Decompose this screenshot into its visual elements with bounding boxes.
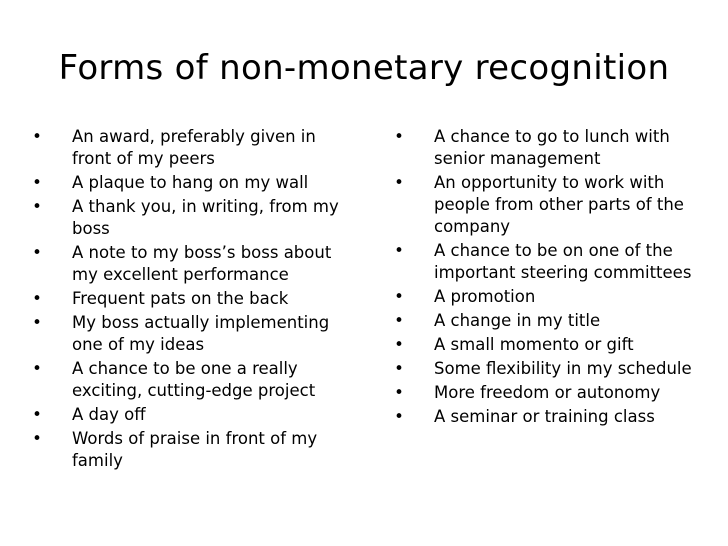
bullet-icon: • bbox=[32, 359, 42, 378]
list-item-text: A note to my boss’s boss about my excellent performance bbox=[72, 243, 332, 284]
list-item-text: An opportunity to work with people from other parts of the company bbox=[434, 173, 684, 236]
list-item bbox=[392, 310, 692, 332]
bullet-icon: • bbox=[32, 243, 42, 262]
bullet-icon: • bbox=[394, 407, 404, 426]
slide-title: Forms of non-monetary recognition bbox=[58, 48, 670, 88]
list-item-text: A plaque to hang on my wall bbox=[72, 173, 309, 192]
bullet-icon: • bbox=[32, 429, 42, 448]
bullet-icon: • bbox=[32, 127, 42, 146]
bullet-icon: • bbox=[394, 383, 404, 402]
bullet-icon: • bbox=[394, 241, 404, 260]
left-bullet-list bbox=[30, 126, 340, 474]
list-item bbox=[30, 288, 340, 310]
list-item bbox=[392, 126, 692, 170]
list-item-text: A promotion bbox=[434, 287, 536, 306]
bullet-icon: • bbox=[394, 311, 404, 330]
list-item-text: A thank you, in writing, from my boss bbox=[72, 197, 339, 238]
bullet-icon: • bbox=[394, 335, 404, 354]
list-item-text: A chance to go to lunch with senior management bbox=[434, 127, 670, 168]
list-item-text: A seminar or training class bbox=[434, 407, 655, 426]
bullet-icon: • bbox=[32, 313, 42, 332]
list-item-text: Some flexibility in my schedule bbox=[434, 359, 692, 378]
right-bullet-list bbox=[392, 126, 692, 430]
list-item bbox=[30, 358, 340, 402]
bullet-icon: • bbox=[394, 127, 404, 146]
list-item-text: A small momento or gift bbox=[434, 335, 634, 354]
bullet-icon: • bbox=[394, 287, 404, 306]
list-item bbox=[30, 196, 340, 240]
list-item-text: A day off bbox=[72, 405, 146, 424]
list-item bbox=[30, 404, 340, 426]
list-item-text: A chance to be on one of the important steering committees bbox=[434, 241, 692, 282]
list-item bbox=[30, 172, 340, 194]
list-item bbox=[392, 286, 692, 308]
list-item bbox=[30, 428, 340, 472]
bullet-icon: • bbox=[32, 173, 42, 192]
list-item-text: More freedom or autonomy bbox=[434, 383, 661, 402]
list-item bbox=[392, 334, 692, 356]
list-item bbox=[392, 382, 692, 404]
bullet-icon: • bbox=[394, 359, 404, 378]
list-item-text: An award, preferably given in front of my peers bbox=[72, 127, 316, 168]
list-item-text: Words of praise in front of my family bbox=[72, 429, 318, 470]
bullet-icon: • bbox=[32, 289, 42, 308]
list-item bbox=[392, 172, 692, 238]
list-item bbox=[30, 312, 340, 356]
list-item bbox=[392, 358, 692, 380]
bullet-icon: • bbox=[32, 405, 42, 424]
list-item bbox=[30, 242, 340, 286]
list-item-text: A change in my title bbox=[434, 311, 601, 330]
list-item-text: A chance to be one a really exciting, cutting-edge project bbox=[72, 359, 316, 400]
list-item bbox=[392, 406, 692, 428]
list-item bbox=[30, 126, 340, 170]
list-item-text: Frequent pats on the back bbox=[72, 289, 289, 308]
list-item-text: My boss actually implementing one of my ideas bbox=[72, 313, 330, 354]
bullet-icon: • bbox=[394, 173, 404, 192]
bullet-icon: • bbox=[32, 197, 42, 216]
list-item bbox=[392, 240, 692, 284]
